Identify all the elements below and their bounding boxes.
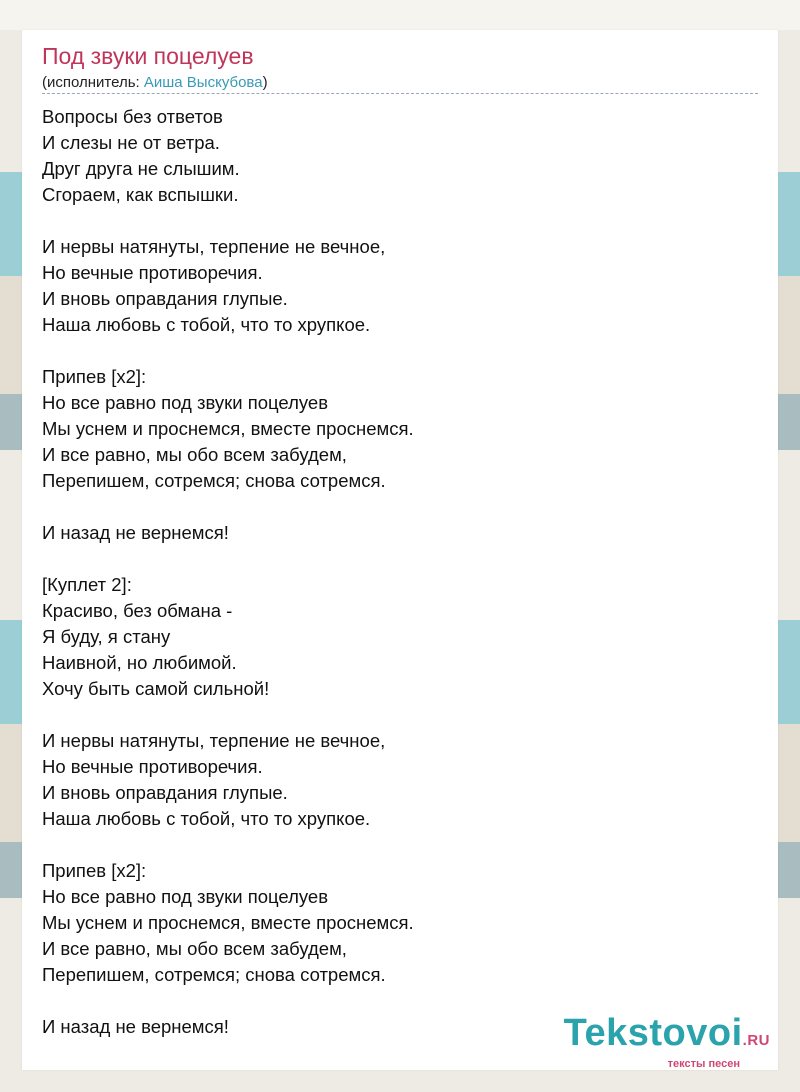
lyric-line: Наша любовь с тобой, что то хрупкое. — [42, 314, 371, 335]
lyric-line: Хочу быть самой сильной! — [42, 678, 270, 699]
stanza-gap — [42, 702, 414, 728]
lyric-line: Вопросы без ответов — [42, 106, 223, 127]
lyric-line: Сгораем, как вспышки. — [42, 184, 239, 205]
lyric-line: И вновь оправдания глупые. — [42, 782, 288, 803]
performer-suffix: ) — [262, 74, 268, 91]
dashed-divider — [42, 93, 758, 94]
stanza-gap — [42, 832, 414, 858]
stanza-gap — [42, 494, 414, 520]
stanza-gap — [42, 546, 414, 572]
stanza-gap — [42, 988, 414, 1014]
performer-prefix: (исполнитель: — [42, 74, 144, 91]
artist-link[interactable]: Аиша Выскубова — [143, 74, 263, 91]
lyric-line: И все равно, мы обо всем забудем, — [42, 444, 347, 465]
lyric-line: И назад не вернемся! — [42, 1016, 229, 1037]
performer-line — [42, 74, 268, 92]
stanza-gap — [42, 338, 414, 364]
lyric-line: Красиво, без обмана - — [42, 600, 233, 621]
lyric-line: Перепишем, сотремся; снова сотремся. — [42, 470, 386, 491]
lyric-line: Мы уснем и проснемся, вместе проснемся. — [42, 418, 414, 439]
lyric-line: Но вечные противоречия. — [42, 262, 263, 283]
lyric-line: И нервы натянуты, терпение не вечное, — [42, 730, 386, 751]
logo-name: Tekstovoi — [563, 1012, 743, 1054]
lyric-line: Перепишем, сотремся; снова сотремся. — [42, 964, 386, 985]
lyric-line: И вновь оправдания глупые. — [42, 288, 288, 309]
lyric-line: Наивной, но любимой. — [42, 652, 237, 673]
stanza-gap — [42, 208, 414, 234]
lyrics-text — [42, 104, 414, 1040]
lyric-line: Наша любовь с тобой, что то хрупкое. — [42, 808, 371, 829]
lyric-line: Но все равно под звуки поцелуев — [42, 886, 329, 907]
lyric-line: Мы уснем и проснемся, вместе проснемся. — [42, 912, 414, 933]
lyric-line: И слезы не от ветра. — [42, 132, 220, 153]
lyric-line: Но все равно под звуки поцелуев — [42, 392, 329, 413]
song-title: Под звуки поцелуев — [42, 43, 254, 69]
lyric-line: Друг друга не слышим. — [42, 158, 240, 179]
lyric-line: И все равно, мы обо всем забудем, — [42, 938, 347, 959]
lyrics-page — [22, 30, 778, 1070]
logo-tagline: тексты песен — [667, 1058, 740, 1070]
lyric-line: [Куплет 2]: — [42, 574, 132, 595]
stripe — [0, 0, 800, 30]
lyric-line: Припев [x2]: — [42, 366, 147, 387]
lyric-line: И назад не вернемся! — [42, 522, 229, 543]
site-logo[interactable] — [564, 1014, 770, 1070]
lyric-line: Я буду, я стану — [42, 626, 171, 647]
lyric-line: Но вечные противоречия. — [42, 756, 263, 777]
logo-domain: .RU — [742, 1032, 770, 1049]
lyric-line: Припев [x2]: — [42, 860, 147, 881]
lyric-line: И нервы натянуты, терпение не вечное, — [42, 236, 386, 257]
logo-wordmark — [564, 1014, 770, 1060]
